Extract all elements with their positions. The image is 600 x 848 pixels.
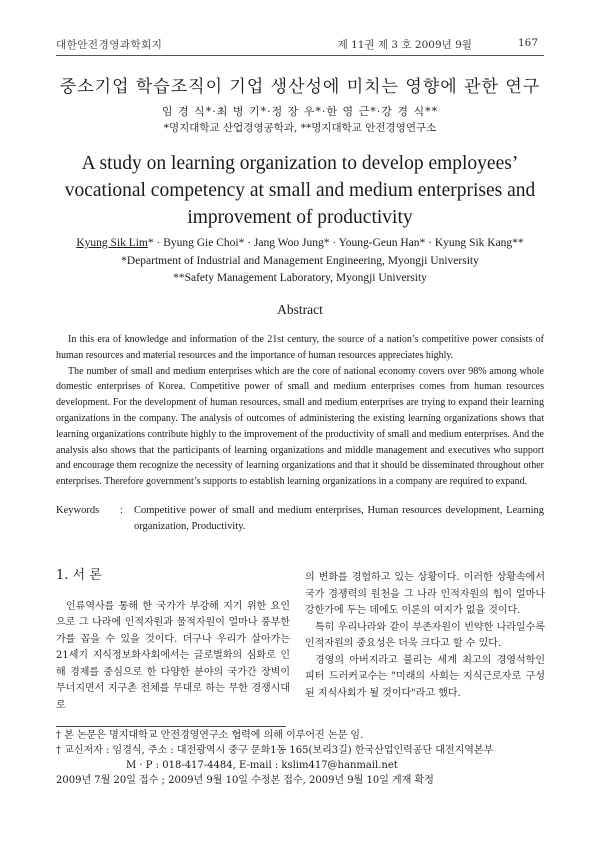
keywords-colon: : (120, 505, 123, 516)
coauthors: * · Byung Gie Choi* · Jang Woo Jung* · Young-Geun Han* · Kyung Sik Kang** (147, 237, 524, 249)
footnote-contact: M · P : 018-417-4484, E-mail : kslim417@hanmail.net (126, 760, 398, 771)
header-divider (56, 55, 544, 56)
abstract-paragraph: The number of small and medium enterprises which are the core of national economy covers over 98% among whole domestic enterprises of Korea. Competitive power of small and medium enterprises comes from human resources development. For the development of human resources, small and medium enterprises are trying to expand their learning organizations in the company. The analysis of outcomes of administering the existing learning organizations shows that learning organizations contribute highly to the improvement of the productivity of small and medium enterprises. And the analysis also shows that the participants of learning organizations and middle management and executives who support and encourage them recognize the necessity of learning organizations and that it should be disseminated throughout other enterprises. Therefore government’s supports to establish learning organizations in a company are required to expand. (56, 365, 544, 488)
keywords-text: Competitive power of small and medium enterprises, Human resources development, Learning organization, Productivity. (134, 505, 544, 532)
korean-authors: 임 경 식*·최 병 기*·정 장 우*·한 영 근*·강 경 식** (161, 105, 439, 118)
footnote-divider (56, 726, 286, 727)
affiliation-line: **Safety Management Laboratory, Myongji University (173, 272, 427, 284)
issue-info: 제 11권 제 3 호 2009년 9월 (337, 39, 472, 51)
footnote-dates: 2009년 7월 20일 접수 ; 2009년 9월 10일 수정본 접수, 2009년 9월 10일 게재 확정 (56, 775, 434, 786)
body-column-left (56, 568, 290, 714)
body-paragraph: 의 변화를 경험하고 있는 상황이다. 이러한 상황속에서 국가 경쟁력의 원천을 그 나라 인적자원의 힘이 얼마나 강한가에 두는 데에도 이론의 여지가 없을 것이다. (305, 572, 545, 616)
english-title-line: improvement of productivity (187, 207, 413, 228)
footnote-corresponding: † 교신저자 : 임경식, 주소 : 대전광역시 중구 문화1동 165(보리3길) 한국산업인력공단 대전지역본부 (56, 745, 494, 756)
keywords-label: Keywords (56, 505, 100, 516)
body-paragraph: 인류역사를 통해 한 국가가 부강해 지기 위한 요인으로 그 나라에 인적자원과 물적자원이 얼마나 풍부한가를 꼽을 수 있을 것이다. 더구나 우리가 살아가는 21세기 지식정보화사회에서는 글로벌화의 심화로 인해 경제를 중심으로 한 다양한 분야의 국가간 장벽이 무너지면서 지구촌 전체를 무대로 하는 무한 경쟁시대로 (56, 600, 290, 711)
body-paragraph: 경영의 아버지라고 불리는 세계 최고의 경영석학인 피터 드러커교수는 "미래의 사회는 지식근로자로 구성된 지식사회가 될 것이다"라고 했다. (305, 654, 545, 699)
page-number: 167 (517, 37, 538, 49)
english-title (40, 150, 560, 231)
english-title-line: A study on learning organization to develop employees’ (81, 153, 519, 174)
footnotes (56, 728, 544, 788)
header-right (338, 37, 538, 52)
running-header (56, 37, 538, 52)
journal-name: 대한안전경영과학회지 (56, 39, 163, 51)
english-authors (0, 237, 600, 249)
english-title-line: vocational competency at small and medium enterprises and (64, 180, 536, 201)
lead-author: Kyung Sik Lim (76, 237, 148, 249)
affiliation-line: *Department of Industrial and Management Engineering, Myongji University (121, 255, 479, 267)
korean-affiliation: *명지대학교 산업경영공학과, **명지대학교 안전경영연구소 (163, 122, 437, 134)
english-affiliations (0, 253, 600, 287)
keywords (56, 503, 544, 534)
abstract-paragraph: In this era of knowledge and information of the 21st century, the source of a nation’s competitive power consists of human resources and material resources and the importance of human resources appreciates highly. (56, 334, 544, 361)
section-heading: 1. 서 론 (56, 568, 102, 583)
abstract-heading: Abstract (277, 302, 323, 317)
body-column-right (305, 570, 545, 702)
abstract-body (56, 332, 544, 490)
footnote-funding: † 본 논문은 명지대학교 안전경영연구소 협력에 의해 이루어진 논문 임. (56, 730, 364, 741)
korean-title: 중소기업 학습조직이 기업 생산성에 미치는 영향에 관한 연구 (59, 77, 541, 97)
body-paragraph: 특히 우리나라와 같이 부존자원이 빈약한 나라일수록 인적자원의 중요성은 더욱 크다고 할 수 있다. (305, 621, 545, 649)
